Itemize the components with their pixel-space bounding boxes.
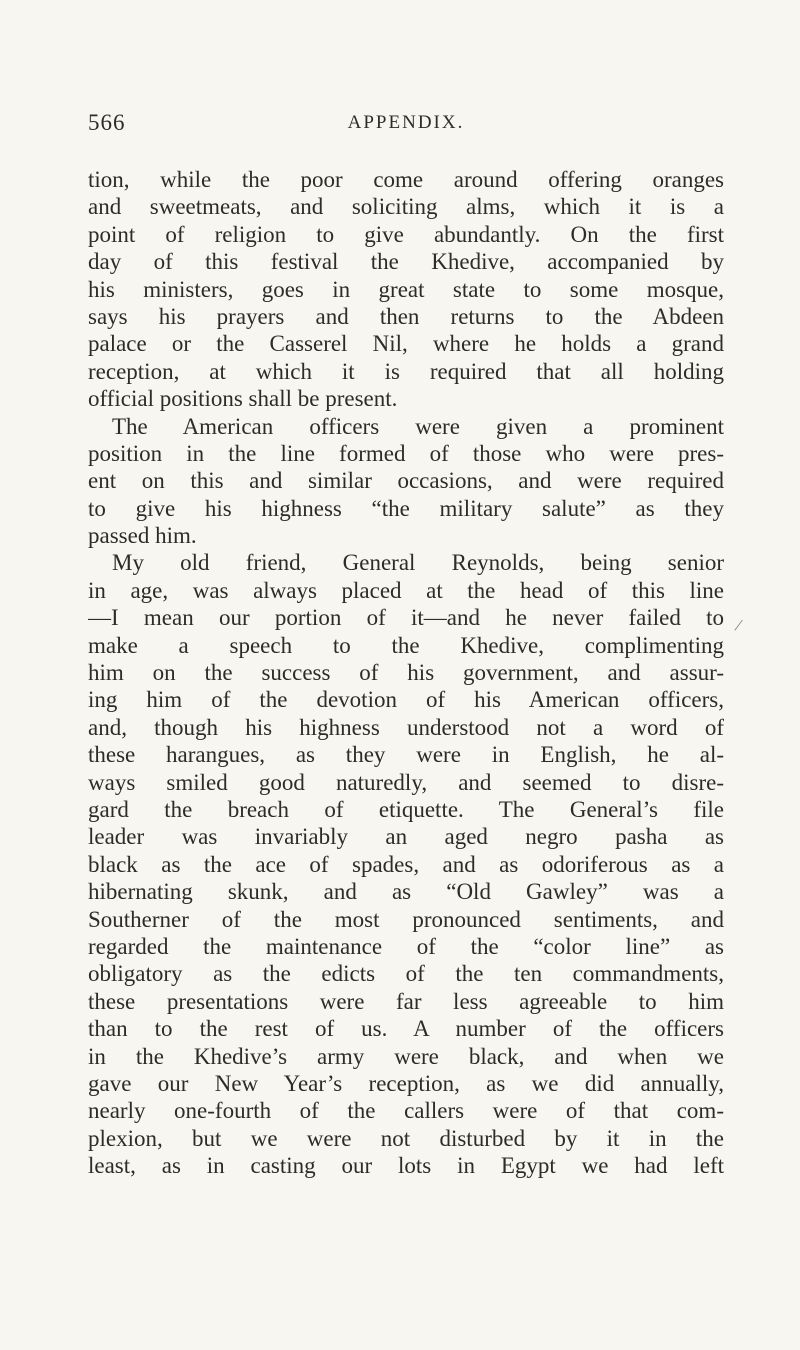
text-line: The American officers were given a prominent [112,413,724,439]
text-line: —I mean our portion of it—and he never failed to [88,605,724,631]
text-line: him on the success of his government, and assur- [88,660,724,686]
text-line: hibernating skunk, and as “Old Gawley” was a [88,879,724,905]
text-line: says his prayers and then returns to the Abdeen [88,303,724,329]
text-line: than to the rest of us. A number of the officers [88,1016,724,1042]
text-line: position in the line formed of those who were pres- [88,440,724,466]
page-number: 566 [88,110,126,135]
text-line: in the Khedive’s army were black, and when we [88,1043,724,1069]
text-line: reception, at which it is required that all holding [88,358,724,384]
text-line: to give his highness “the military salute” as they [88,495,724,521]
text-line: make a speech to the Khedive, complimenting [88,632,724,658]
text-line: these presentations were far less agreeable to him [88,988,724,1014]
text-line: these harangues, as they were in English, he al- [88,742,724,768]
text-line: plexion, but we were not disturbed by it in the [88,1125,724,1151]
text-line: ent on this and similar occasions, and were required [88,468,724,494]
text-line: his ministers, goes in great state to some mosque, [88,276,724,302]
text-line: ing him of the devotion of his American officers, [88,687,724,713]
running-head: APPENDIX. [347,112,465,133]
page-header [88,110,724,140]
text-line: least, as in casting our lots in Egypt we had left [88,1153,724,1179]
text-line: gave our New Year’s reception, as we did annually, [88,1070,724,1096]
text-line: leader was invariably an aged negro pasha as [88,824,724,850]
text-line: palace or the Casserel Nil, where he holds a grand [88,331,724,357]
text-line: and, though his highness understood not a word of [88,714,724,740]
text-line: official positions shall be present. [88,386,398,412]
text-line: passed him. [88,523,197,549]
text-line: black as the ace of spades, and as odoriferous as a [88,851,724,877]
text-line: obligatory as the edicts of the ten commandments, [88,961,724,987]
margin-mark: / [733,614,745,636]
text-line: day of this festival the Khedive, accompanied by [88,249,724,275]
text-line: tion, while the poor come around offering oranges [88,167,724,192]
text-line: point of religion to give abundantly. On the first [88,221,724,247]
text-line: nearly one-fourth of the callers were of that com- [88,1098,724,1124]
text-line: gard the breach of etiquette. The General’s file [88,796,724,822]
text-line: and sweetmeats, and soliciting alms, which it is a [88,194,724,220]
text-line: in age, was always placed at the head of this line [88,577,724,603]
text-line: regarded the maintenance of the “color line” as [88,933,724,959]
body-text [88,166,724,1179]
text-line: My old friend, General Reynolds, being senior [112,550,724,576]
text-line: Southerner of the most pronounced sentiments, and [88,906,724,932]
text-line: ways smiled good naturedly, and seemed to disre- [88,769,724,795]
